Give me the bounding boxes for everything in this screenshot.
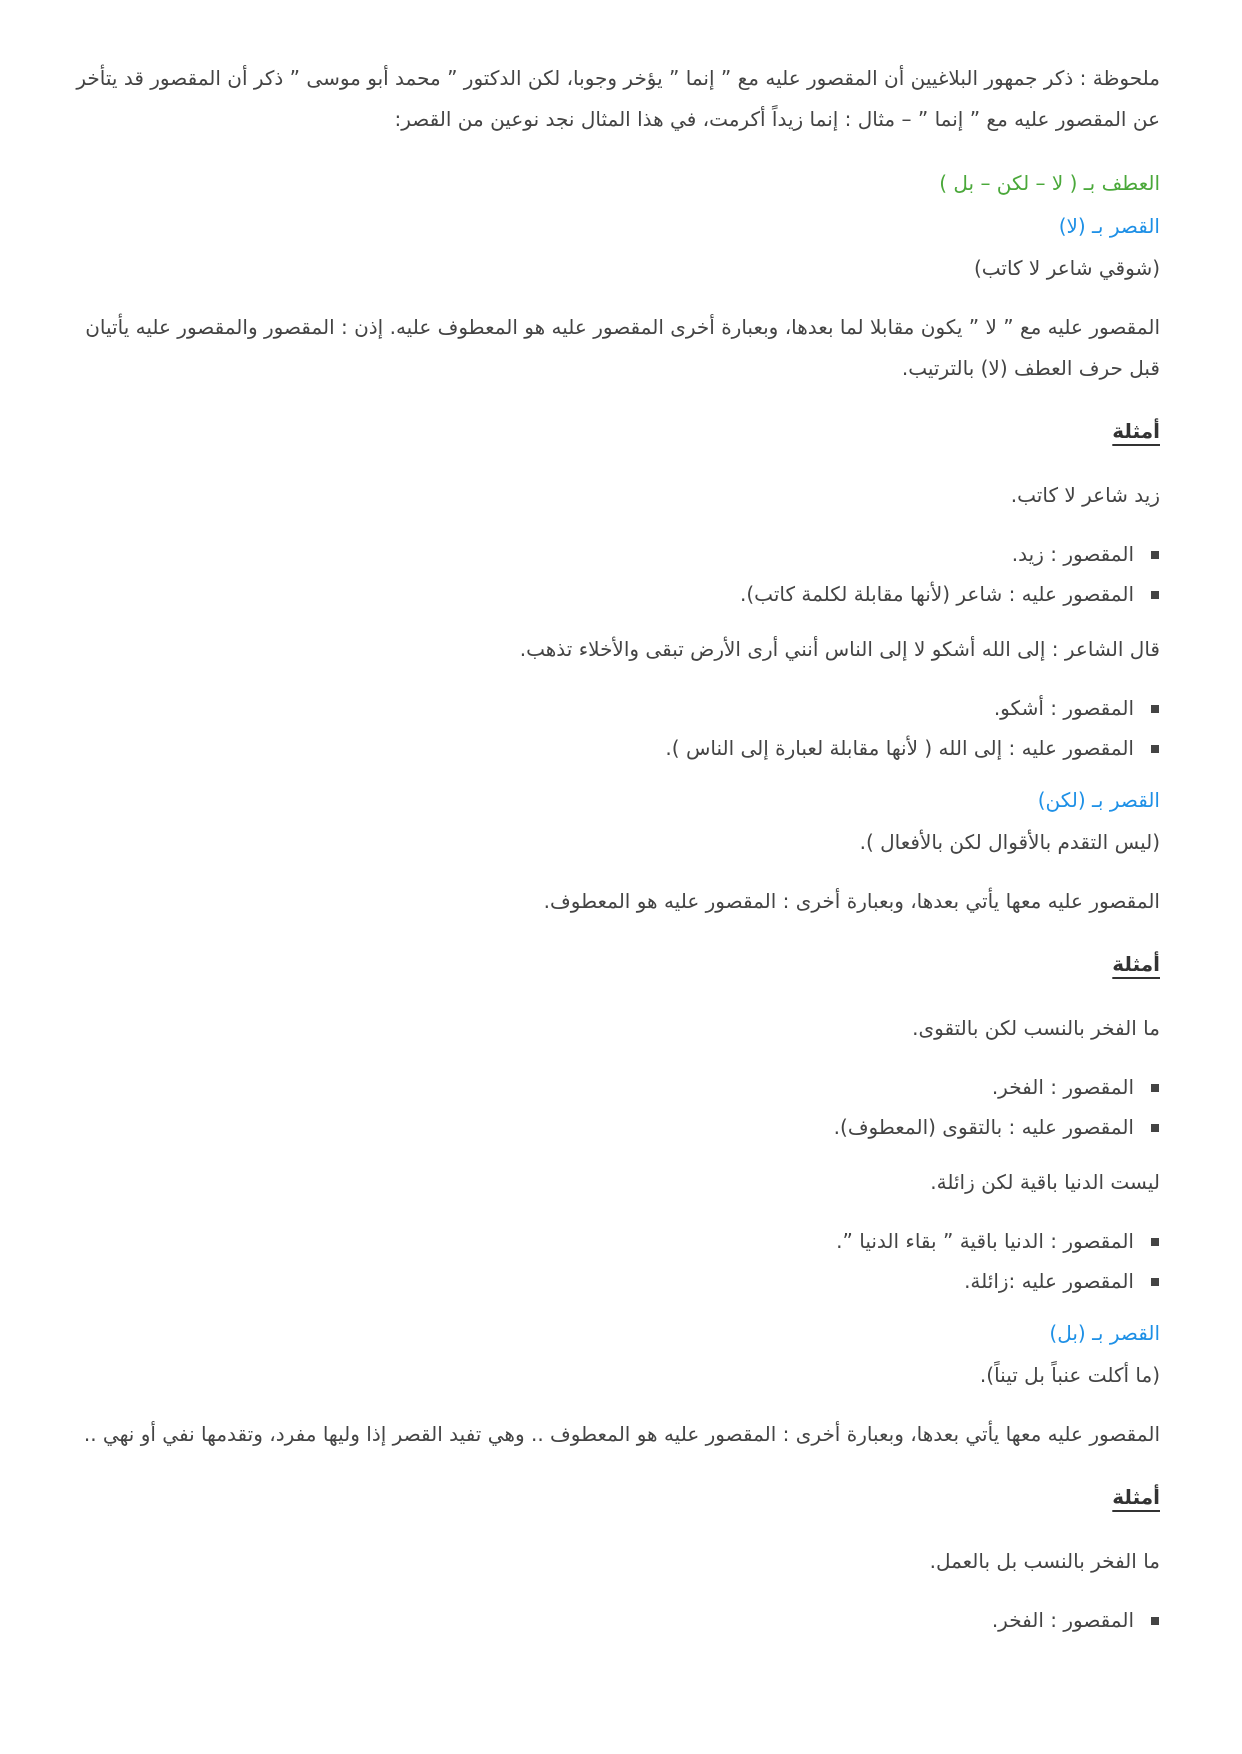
quote-lakin: (ليس التقدم بالأقوال لكن بالأفعال ). bbox=[859, 830, 1160, 854]
list-item: المقصور عليه : بالتقوى (المعطوف). bbox=[68, 1107, 1134, 1147]
example-list bbox=[68, 534, 1160, 614]
examples-title-lakin: أمثلة bbox=[1112, 952, 1160, 976]
list-item: المقصور : الدنيا باقية ” بقاء الدنيا ”. bbox=[68, 1221, 1134, 1261]
explanation-bal: المقصور عليه معها يأتي بعدها، وبعبارة أخرى : المقصور عليه هو المعطوف .. وهي تفيد القصر إذا وليها مفرد، وتقدمها نفي أو نهي .. bbox=[83, 1422, 1160, 1446]
list-item: المقصور عليه : إلى الله ( لأنها مقابلة لعبارة إلى الناس ). bbox=[68, 728, 1134, 768]
example-list bbox=[68, 688, 1160, 768]
note-paragraph: ملحوظة : ذكر جمهور البلاغيين أن المقصور عليه مع ” إنما ” يؤخر وجوبا، لكن الدكتور ” محمد أبو موسى ” ذكر أن المقصور قد يتأخر عن المقصور عليه مع ” إنما ” – مثال : إنما زيداً أكرمت، في هذا المثال نجد نوعين من القصر: bbox=[76, 66, 1160, 131]
example-list bbox=[68, 1600, 1160, 1640]
list-item: المقصور : الفخر. bbox=[68, 1600, 1134, 1640]
quote-la: (شوقي شاعر لا كاتب) bbox=[973, 256, 1160, 280]
explanation-lakin: المقصور عليه معها يأتي بعدها، وبعبارة أخرى : المقصور عليه هو المعطوف. bbox=[543, 889, 1160, 913]
example-sentence: ما الفخر بالنسب بل بالعمل. bbox=[929, 1549, 1160, 1573]
examples-title-la: أمثلة bbox=[1112, 419, 1160, 443]
list-item: المقصور عليه :زائلة. bbox=[68, 1261, 1134, 1301]
explanation-la: المقصور عليه مع ” لا ” يكون مقابلا لما بعدها، وبعبارة أخرى المقصور عليه هو المعطوف عليه. إذن : المقصور والمقصور عليه يأتيان قبل حرف العطف (لا) بالترتيب. bbox=[85, 315, 1160, 380]
example-list bbox=[68, 1067, 1160, 1147]
heading-atf: العطف بـ ( لا – لكن – بل ) bbox=[939, 171, 1160, 195]
examples-title-bal: أمثلة bbox=[1112, 1485, 1160, 1509]
example-sentence: قال الشاعر : إلى الله أشكو لا إلى الناس أنني أرى الأرض تبقى والأخلاء تذهب. bbox=[519, 637, 1160, 661]
heading-qasr-bal: القصر بـ (بل) bbox=[1049, 1321, 1160, 1345]
list-item: المقصور : زيد. bbox=[68, 534, 1134, 574]
list-item: المقصور : الفخر. bbox=[68, 1067, 1134, 1107]
list-item: المقصور : أشكو. bbox=[68, 688, 1134, 728]
example-sentence: ليست الدنيا باقية لكن زائلة. bbox=[930, 1170, 1160, 1194]
quote-bal: (ما أكلت عنباً بل تيناً). bbox=[979, 1363, 1160, 1387]
example-list bbox=[68, 1221, 1160, 1301]
list-item: المقصور عليه : شاعر (لأنها مقابلة لكلمة كاتب). bbox=[68, 574, 1134, 614]
heading-qasr-lakin: القصر بـ (لكن) bbox=[1037, 788, 1160, 812]
example-sentence: ما الفخر بالنسب لكن بالتقوى. bbox=[912, 1016, 1160, 1040]
heading-qasr-la: القصر بـ (لا) bbox=[1058, 214, 1160, 238]
example-sentence: زيد شاعر لا كاتب. bbox=[1010, 483, 1160, 507]
